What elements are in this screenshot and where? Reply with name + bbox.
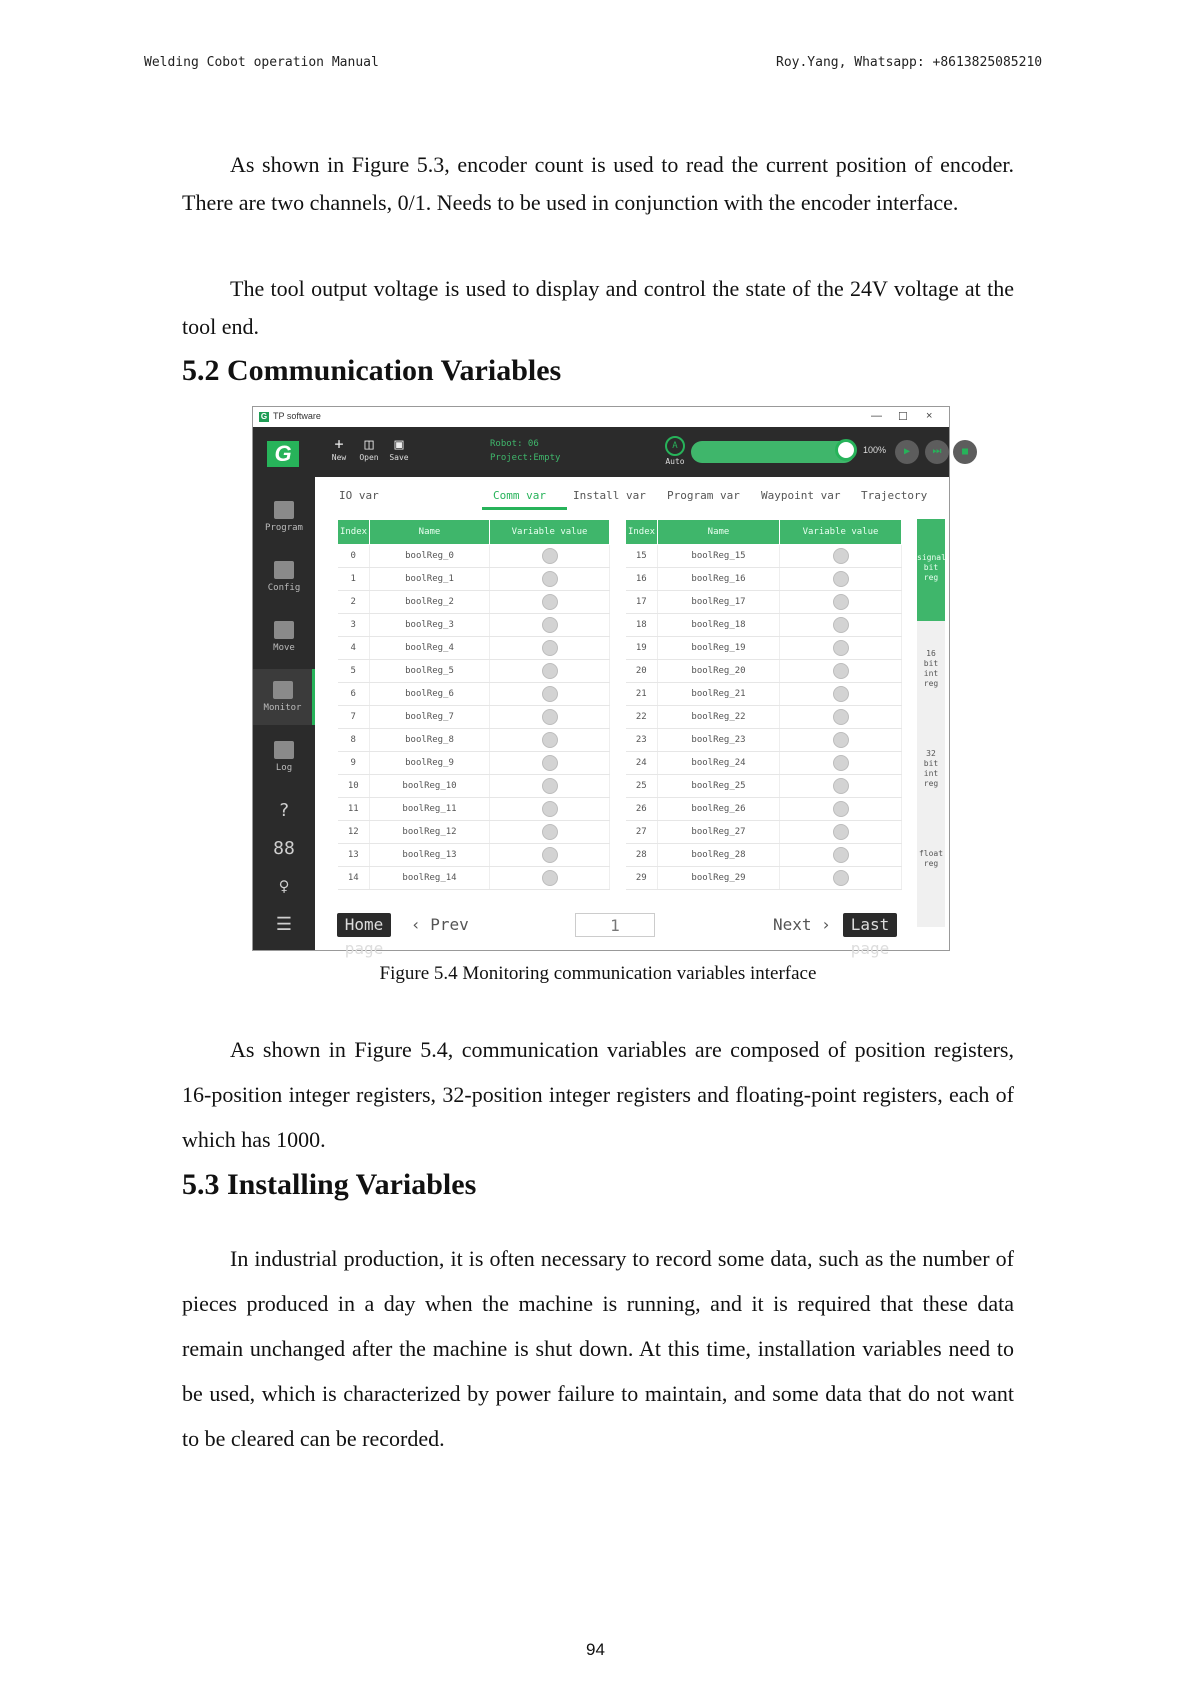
user-icon: ♀ <box>278 876 290 897</box>
table-row <box>626 614 902 637</box>
sidebar-item-label: Config <box>267 583 301 593</box>
row-value <box>780 867 902 890</box>
sidebar-item-config[interactable] <box>253 549 315 605</box>
bool-state-indicator-icon[interactable] <box>542 824 558 840</box>
paragraph-install-vars <box>182 1236 1014 1461</box>
row-value <box>780 844 902 867</box>
play-icon: ▶ <box>903 446 911 457</box>
stop-button[interactable] <box>953 440 977 464</box>
auto-mode-icon: A <box>665 436 685 456</box>
row-index: 3 <box>338 614 370 637</box>
monitor-icon <box>273 681 293 699</box>
running-header-right: Roy.Yang, Whatsapp: +8613825085210 <box>776 55 1043 70</box>
row-index: 5 <box>338 660 370 683</box>
row-value <box>490 844 610 867</box>
table-row <box>338 729 610 752</box>
row-index: 11 <box>338 798 370 821</box>
register-table-right <box>625 519 902 890</box>
table-row <box>338 775 610 798</box>
save-label: Save <box>389 453 409 462</box>
bool-state-indicator-icon[interactable] <box>833 640 849 656</box>
row-name: boolReg_16 <box>658 568 780 591</box>
row-value <box>490 545 610 568</box>
bool-state-indicator-icon[interactable] <box>833 594 849 610</box>
table-row <box>626 706 902 729</box>
bool-state-indicator-icon[interactable] <box>833 778 849 794</box>
variable-tabs <box>315 477 949 513</box>
program-icon <box>274 501 294 519</box>
row-index: 6 <box>338 683 370 706</box>
bool-state-indicator-icon[interactable] <box>833 571 849 587</box>
tab-io-var[interactable]: IO var <box>339 489 379 502</box>
row-name: boolReg_22 <box>658 706 780 729</box>
play-button[interactable] <box>895 440 919 464</box>
row-name: boolReg_24 <box>658 752 780 775</box>
row-name: boolReg_28 <box>658 844 780 867</box>
row-name: boolReg_12 <box>370 821 490 844</box>
row-name: boolReg_13 <box>370 844 490 867</box>
row-index: 12 <box>338 821 370 844</box>
heading-5-2: 5.2 Communication Variables <box>182 354 562 387</box>
window-title: TP software <box>273 411 321 421</box>
running-header-left: Welding Cobot operation Manual <box>144 55 379 70</box>
row-name: boolReg_2 <box>370 591 490 614</box>
row-name: boolReg_29 <box>658 867 780 890</box>
bool-state-indicator-icon[interactable] <box>542 732 558 748</box>
home-page-button[interactable]: Home page <box>337 913 391 937</box>
row-index: 14 <box>338 867 370 890</box>
new-button[interactable] <box>325 435 353 462</box>
row-value <box>780 683 902 706</box>
step-button[interactable] <box>925 440 949 464</box>
column-header-name: Name <box>370 520 490 545</box>
row-index: 26 <box>626 798 658 821</box>
sidebar-item-program[interactable] <box>253 489 315 545</box>
row-value <box>780 614 902 637</box>
tab-program-var[interactable]: Program var <box>667 489 740 502</box>
paragraph-comm-vars <box>182 1027 1014 1162</box>
reg-type-16bit-int[interactable]: 16 bit int reg <box>923 649 939 688</box>
bool-state-indicator-icon[interactable] <box>833 755 849 771</box>
save-button[interactable] <box>385 435 413 462</box>
table-row <box>626 683 902 706</box>
row-value <box>490 821 610 844</box>
reg-type-float[interactable]: float reg <box>918 849 944 868</box>
row-name: boolReg_0 <box>370 545 490 568</box>
row-value <box>490 637 610 660</box>
step-icon: ⏭ <box>932 446 942 457</box>
row-value <box>780 637 902 660</box>
row-name: boolReg_18 <box>658 614 780 637</box>
row-value <box>780 752 902 775</box>
register-table-left <box>337 519 610 890</box>
row-index: 21 <box>626 683 658 706</box>
row-name: boolReg_27 <box>658 821 780 844</box>
plus-icon: + <box>334 435 344 453</box>
row-index: 20 <box>626 660 658 683</box>
table-row <box>338 706 610 729</box>
bool-state-indicator-icon[interactable] <box>542 778 558 794</box>
open-button[interactable] <box>355 435 383 462</box>
sidebar-item-label: Log <box>275 763 293 773</box>
sidebar-item-label: Move <box>273 643 295 653</box>
save-icon: ▣ <box>394 435 404 453</box>
table-row <box>626 775 902 798</box>
table-row <box>338 545 610 568</box>
bool-state-indicator-icon[interactable] <box>542 571 558 587</box>
row-value <box>780 821 902 844</box>
table-row <box>626 821 902 844</box>
maximize-button[interactable]: ☐ <box>898 411 908 423</box>
row-value <box>490 867 610 890</box>
row-name: boolReg_19 <box>658 637 780 660</box>
row-value <box>490 591 610 614</box>
row-index: 13 <box>338 844 370 867</box>
row-value <box>780 729 902 752</box>
row-index: 19 <box>626 637 658 660</box>
row-name: boolReg_17 <box>658 591 780 614</box>
sidebar-item-help[interactable] <box>253 787 315 827</box>
table-row <box>626 660 902 683</box>
speed-slider-handle[interactable] <box>835 439 857 461</box>
auto-mode-button[interactable] <box>665 436 685 466</box>
row-name: boolReg_5 <box>370 660 490 683</box>
apps-icon: 88 <box>273 838 295 859</box>
row-value <box>490 660 610 683</box>
row-index: 27 <box>626 821 658 844</box>
table-row <box>626 867 902 890</box>
bool-state-indicator-icon[interactable] <box>542 594 558 610</box>
row-index: 10 <box>338 775 370 798</box>
menu-icon: ☰ <box>275 914 293 935</box>
row-value <box>490 614 610 637</box>
table-row <box>626 729 902 752</box>
bool-state-indicator-icon[interactable] <box>542 640 558 656</box>
speed-slider-track[interactable] <box>691 441 855 463</box>
table-row <box>626 568 902 591</box>
sidebar-item-user[interactable] <box>253 863 315 903</box>
row-index: 29 <box>626 867 658 890</box>
row-name: boolReg_7 <box>370 706 490 729</box>
sidebar-item-apps[interactable] <box>253 825 315 865</box>
robot-project-info <box>490 437 560 465</box>
bool-state-indicator-icon[interactable] <box>542 870 558 886</box>
row-value <box>490 775 610 798</box>
bool-state-indicator-icon[interactable] <box>833 801 849 817</box>
project-label: Project:Empty <box>490 453 561 463</box>
column-header-value: Variable value <box>780 520 902 545</box>
bool-state-indicator-icon[interactable] <box>833 709 849 725</box>
prev-button[interactable] <box>411 913 469 937</box>
tab-install-var[interactable]: Install var <box>573 489 646 502</box>
sidebar-item-label: Program <box>265 523 303 533</box>
row-value <box>780 545 902 568</box>
row-name: boolReg_14 <box>370 867 490 890</box>
chevron-right-icon: › <box>811 915 831 934</box>
row-name: boolReg_25 <box>658 775 780 798</box>
row-index: 24 <box>626 752 658 775</box>
row-name: boolReg_1 <box>370 568 490 591</box>
row-name: boolReg_3 <box>370 614 490 637</box>
bool-state-indicator-icon[interactable] <box>833 732 849 748</box>
row-value <box>490 568 610 591</box>
bool-state-indicator-icon[interactable] <box>542 686 558 702</box>
paragraph-encoder <box>182 146 1014 222</box>
row-index: 25 <box>626 775 658 798</box>
table-row <box>626 798 902 821</box>
row-value <box>780 568 902 591</box>
robot-label: Robot: 06 <box>490 439 539 449</box>
bool-state-indicator-icon[interactable] <box>542 548 558 564</box>
active-tab-indicator <box>482 507 567 510</box>
row-index: 4 <box>338 637 370 660</box>
table-row <box>338 683 610 706</box>
bool-state-indicator-icon[interactable] <box>833 847 849 863</box>
heading-5-3: 5.3 Installing Variables <box>182 1168 477 1201</box>
sidebar <box>253 427 315 950</box>
row-value <box>490 729 610 752</box>
column-header-index: Index <box>338 520 370 545</box>
config-icon <box>274 561 294 579</box>
open-label: Open <box>359 453 379 462</box>
row-index: 2 <box>338 591 370 614</box>
row-value <box>780 660 902 683</box>
stop-icon: ■ <box>961 446 969 457</box>
row-index: 16 <box>626 568 658 591</box>
row-name: boolReg_20 <box>658 660 780 683</box>
row-index: 0 <box>338 545 370 568</box>
reg-type-32bit-int[interactable]: 32 bit int reg <box>923 749 939 788</box>
row-index: 15 <box>626 545 658 568</box>
speed-value: 100% <box>863 445 887 455</box>
sidebar-item-move[interactable] <box>253 609 315 665</box>
row-value <box>490 706 610 729</box>
sidebar-item-log[interactable] <box>253 729 315 785</box>
row-name: boolReg_6 <box>370 683 490 706</box>
table-row <box>626 591 902 614</box>
next-label: Next <box>773 915 812 934</box>
row-name: boolReg_4 <box>370 637 490 660</box>
minimize-button[interactable]: — <box>871 410 882 422</box>
row-name: boolReg_8 <box>370 729 490 752</box>
table-row <box>338 637 610 660</box>
next-button[interactable] <box>773 913 831 937</box>
row-value <box>780 706 902 729</box>
table-row <box>626 545 902 568</box>
help-icon: ? <box>278 800 290 821</box>
tab-waypoint-var[interactable]: Waypoint var <box>761 489 841 502</box>
figure-caption: Figure 5.4 Monitoring communication variables interface <box>379 963 817 984</box>
log-icon <box>274 741 294 759</box>
column-header-name: Name <box>658 520 780 545</box>
bool-state-indicator-icon[interactable] <box>833 548 849 564</box>
table-row <box>626 752 902 775</box>
bool-state-indicator-icon[interactable] <box>542 663 558 679</box>
row-index: 18 <box>626 614 658 637</box>
chevron-left-icon: ‹ <box>411 915 431 934</box>
row-index: 9 <box>338 752 370 775</box>
table-row <box>338 867 610 890</box>
table-row <box>338 614 610 637</box>
register-type-panel <box>917 519 945 927</box>
column-header-index: Index <box>626 520 658 545</box>
bool-state-indicator-icon[interactable] <box>833 824 849 840</box>
table-row <box>338 752 610 775</box>
table-row <box>338 568 610 591</box>
row-name: boolReg_23 <box>658 729 780 752</box>
page-number: 94 <box>586 1640 605 1659</box>
row-name: boolReg_10 <box>370 775 490 798</box>
row-value <box>780 798 902 821</box>
table-row <box>338 591 610 614</box>
bool-state-indicator-icon[interactable] <box>542 847 558 863</box>
table-row <box>338 660 610 683</box>
row-index: 17 <box>626 591 658 614</box>
paragraph-encoder-text: As shown in Figure 5.3, encoder count is used to read the current position of encoder. There are two channels, 0/1. Needs to be used in conjunction with the encoder interface. <box>182 152 1014 215</box>
paragraph-comm-vars-text: As shown in Figure 5.4, communication variables are composed of position registers, 16-position integer registers, 32-position integer registers and floating-point registers, each of which has 1000. <box>182 1037 1014 1152</box>
bool-state-indicator-icon[interactable] <box>542 755 558 771</box>
tab-comm-var[interactable]: Comm var <box>493 489 546 502</box>
toolbar <box>315 427 969 477</box>
figure-comm-vars-screenshot <box>252 406 969 958</box>
table-row <box>338 821 610 844</box>
row-name: boolReg_9 <box>370 752 490 775</box>
brand-logo-icon: G <box>267 441 299 467</box>
reg-type-signal-bit[interactable]: signal bit reg <box>917 519 945 621</box>
auto-label: Auto <box>665 457 685 466</box>
row-name: boolReg_21 <box>658 683 780 706</box>
row-name: boolReg_26 <box>658 798 780 821</box>
row-index: 22 <box>626 706 658 729</box>
bool-state-indicator-icon[interactable] <box>542 617 558 633</box>
column-header-value: Variable value <box>490 520 610 545</box>
paragraph-tool-voltage-text: The tool output voltage is used to display and control the state of the 24V voltage at the tool end. <box>182 276 1014 339</box>
sidebar-item-menu[interactable] <box>253 901 315 941</box>
row-value <box>780 775 902 798</box>
window-titlebar <box>253 407 949 428</box>
table-row <box>338 844 610 867</box>
row-value <box>490 752 610 775</box>
row-index: 1 <box>338 568 370 591</box>
bool-state-indicator-icon[interactable] <box>542 801 558 817</box>
table-row <box>338 798 610 821</box>
last-page-button[interactable]: Last page <box>843 913 897 937</box>
tab-trajectory[interactable]: Trajectory <box>861 489 928 502</box>
bool-state-indicator-icon[interactable] <box>833 663 849 679</box>
bool-state-indicator-icon[interactable] <box>833 617 849 633</box>
bool-state-indicator-icon[interactable] <box>542 709 558 725</box>
row-value <box>780 591 902 614</box>
close-button[interactable]: × <box>926 410 933 422</box>
row-index: 28 <box>626 844 658 867</box>
row-value <box>490 798 610 821</box>
row-name: boolReg_11 <box>370 798 490 821</box>
row-value <box>490 683 610 706</box>
table-row <box>626 844 902 867</box>
row-index: 7 <box>338 706 370 729</box>
paragraph-tool-voltage <box>182 270 1014 346</box>
page-number-input[interactable]: 1 <box>575 913 655 937</box>
paragraph-install-vars-text: In industrial production, it is often necessary to record some data, such as the number of pieces produced in a day when the machine is running, and it is required that these data remain unchanged after the machine is shut down. At this time, installation variables need to be used, which is characterized by power failure to maintain, and some data that do not want to be cleared can be recorded. <box>182 1246 1014 1451</box>
sidebar-item-label: Monitor <box>263 703 302 713</box>
app-logo-icon: G <box>260 412 268 421</box>
bool-state-indicator-icon[interactable] <box>833 686 849 702</box>
bool-state-indicator-icon[interactable] <box>833 870 849 886</box>
move-icon <box>274 621 294 639</box>
row-name: boolReg_15 <box>658 545 780 568</box>
sidebar-item-monitor[interactable] <box>253 669 315 725</box>
table-row <box>626 637 902 660</box>
folder-icon: ◫ <box>364 435 374 453</box>
row-index: 23 <box>626 729 658 752</box>
new-label: New <box>331 453 347 462</box>
row-index: 8 <box>338 729 370 752</box>
prev-label: Prev <box>430 915 469 934</box>
